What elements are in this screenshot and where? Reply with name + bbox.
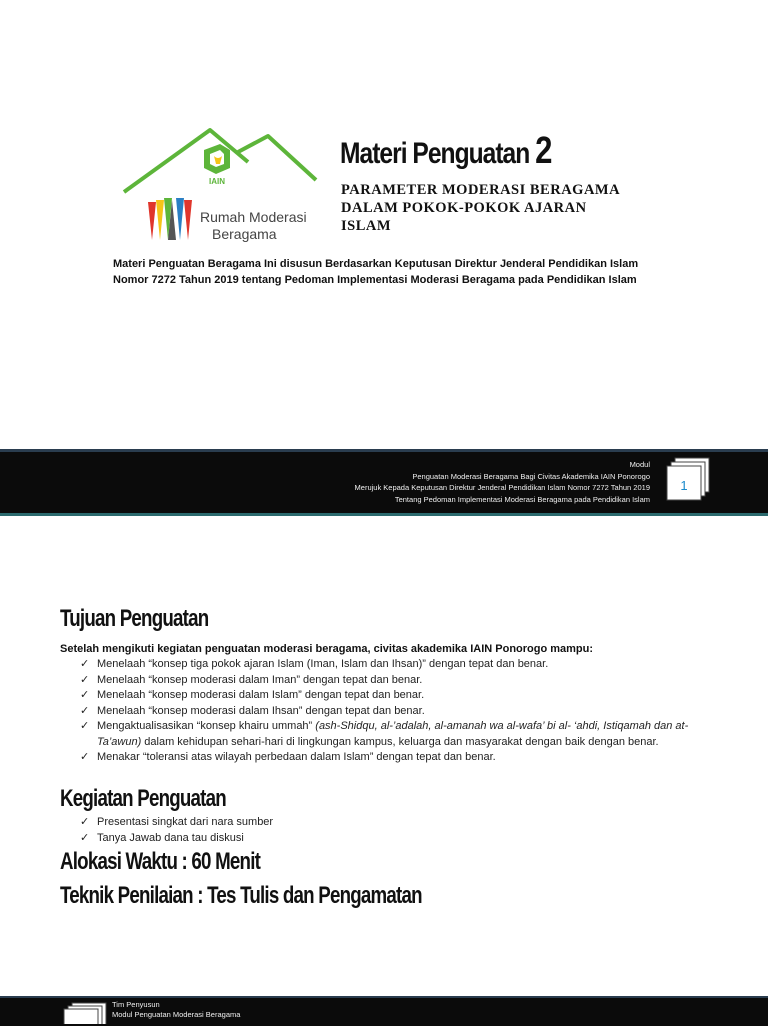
khairu-ummah-values: (ash-Shidqu, al-’adalah, al-amanah wa al-wafa’ bi al- ‘ahdi, Istiqamah dan at-Ta’awun) (97, 720, 689, 748)
tujuan-lead: Setelah mengikuti kegiatan penguatan moderasi beragama, civitas akademika IAIN Ponorogo mampu: (60, 643, 594, 655)
logo-institution: IAIN (209, 177, 225, 186)
list-item: ✓ Menelaah “konsep tiga pokok ajaran Islam (Iman, Islam dan Ihsan)” dengan tepat dan benar. (79, 657, 709, 673)
list-item: ✓ Mengaktualisasikan “konsep khairu ummah” (ash-Shidqu, al-’adalah, al-amanah wa al-wafa’ bi al- ‘ahdi, Istiqamah dan at-Ta’awun) dalam kehidupan sehari-hari di lingkungan kampus, keluarga dan masyarakat dengan baik dengan benar. (80, 720, 689, 748)
rumah-moderasi-logo (120, 122, 320, 246)
list-item: ✓ Menelaah “konsep moderasi dalam Iman” dengan tepat dan benar. (79, 673, 709, 689)
list-item: ✓ Menelaah “konsep moderasi dalam Islam” dengan tepat dan benar. (79, 688, 709, 704)
module-line: Tentang Pedoman Implementasi Moderasi Beragama pada Pendidikan Islam (394, 494, 650, 504)
check-icon: ✓ (80, 831, 90, 844)
check-icon: ✓ (80, 673, 90, 686)
subtitle-line: ISLAM (341, 218, 392, 234)
page-stack-icon (60, 1001, 110, 1024)
footer-line: Tim Penyusun (112, 1000, 160, 1009)
module-info-text (355, 459, 650, 505)
footer-line: Modul Penguatan Moderasi Beragama (112, 1010, 241, 1019)
footer-text (112, 1000, 240, 1020)
kegiatan-list (79, 815, 709, 846)
module-label: Modul (629, 460, 650, 469)
check-icon: ✓ (80, 816, 90, 828)
module-line: Penguatan Moderasi Beragama Bagi Civitas Akademika IAIN Ponorogo (412, 471, 650, 481)
intro-line: Nomor 7272 Tahun 2019 tentang Pedoman Implementasi Moderasi Beragama pada Pendidikan Islam (113, 274, 637, 286)
tujuan-list (79, 657, 709, 766)
check-icon: ✓ (80, 720, 90, 732)
module-line: Merujuk Kepada Keputusan Direktur Jenderal Pendidikan Islam Nomor 7272 Tahun 2019 (354, 483, 650, 492)
teknik-penilaian: Teknik Penilaian : Tes Tulis dan Pengamatan (60, 882, 422, 909)
title-text: Materi Penguatan (340, 137, 530, 170)
title-number: 2 (535, 130, 553, 172)
logo-name-line2: Beragama (212, 226, 277, 242)
document-title (340, 130, 552, 173)
check-icon: ✓ (80, 689, 90, 701)
check-icon: ✓ (80, 658, 90, 670)
alokasi-waktu: Alokasi Waktu : 60 Menit (60, 848, 261, 875)
list-item: ✓ Presentasi singkat dari nara sumber (79, 815, 709, 831)
logo-name-line1: Rumah Moderasi (200, 209, 307, 225)
list-item: ✓ Menelaah “konsep moderasi dalam Ihsan” dengan tepat dan benar. (79, 704, 709, 720)
intro-line: Materi Penguatan Beragama Ini disusun Berdasarkan Keputusan Direktur Jenderal Pendidikan Islam (113, 258, 639, 270)
list-item: ✓ Menakar “toleransi atas wilayah perbedaan dalam Islam” dengan tepat dan benar. (79, 750, 709, 766)
subtitle-line: DALAM POKOK-POKOK AJARAN (341, 200, 587, 216)
check-icon: ✓ (80, 751, 90, 763)
section-heading-tujuan: Tujuan Penguatan (60, 605, 209, 632)
document-subtitle (341, 181, 711, 235)
subtitle-line: PARAMETER MODERASI BERAGAMA (341, 182, 621, 198)
bar-accent-stripe (0, 513, 768, 516)
logo-roof-right (238, 136, 316, 180)
logo-book (148, 198, 192, 240)
list-item: ✓ Tanya Jawab dana tau diskusi (79, 831, 709, 847)
check-icon: ✓ (80, 704, 90, 717)
page-number: 1 (680, 478, 688, 493)
section-heading-kegiatan: Kegiatan Penguatan (60, 785, 226, 812)
intro-paragraph (113, 256, 673, 288)
